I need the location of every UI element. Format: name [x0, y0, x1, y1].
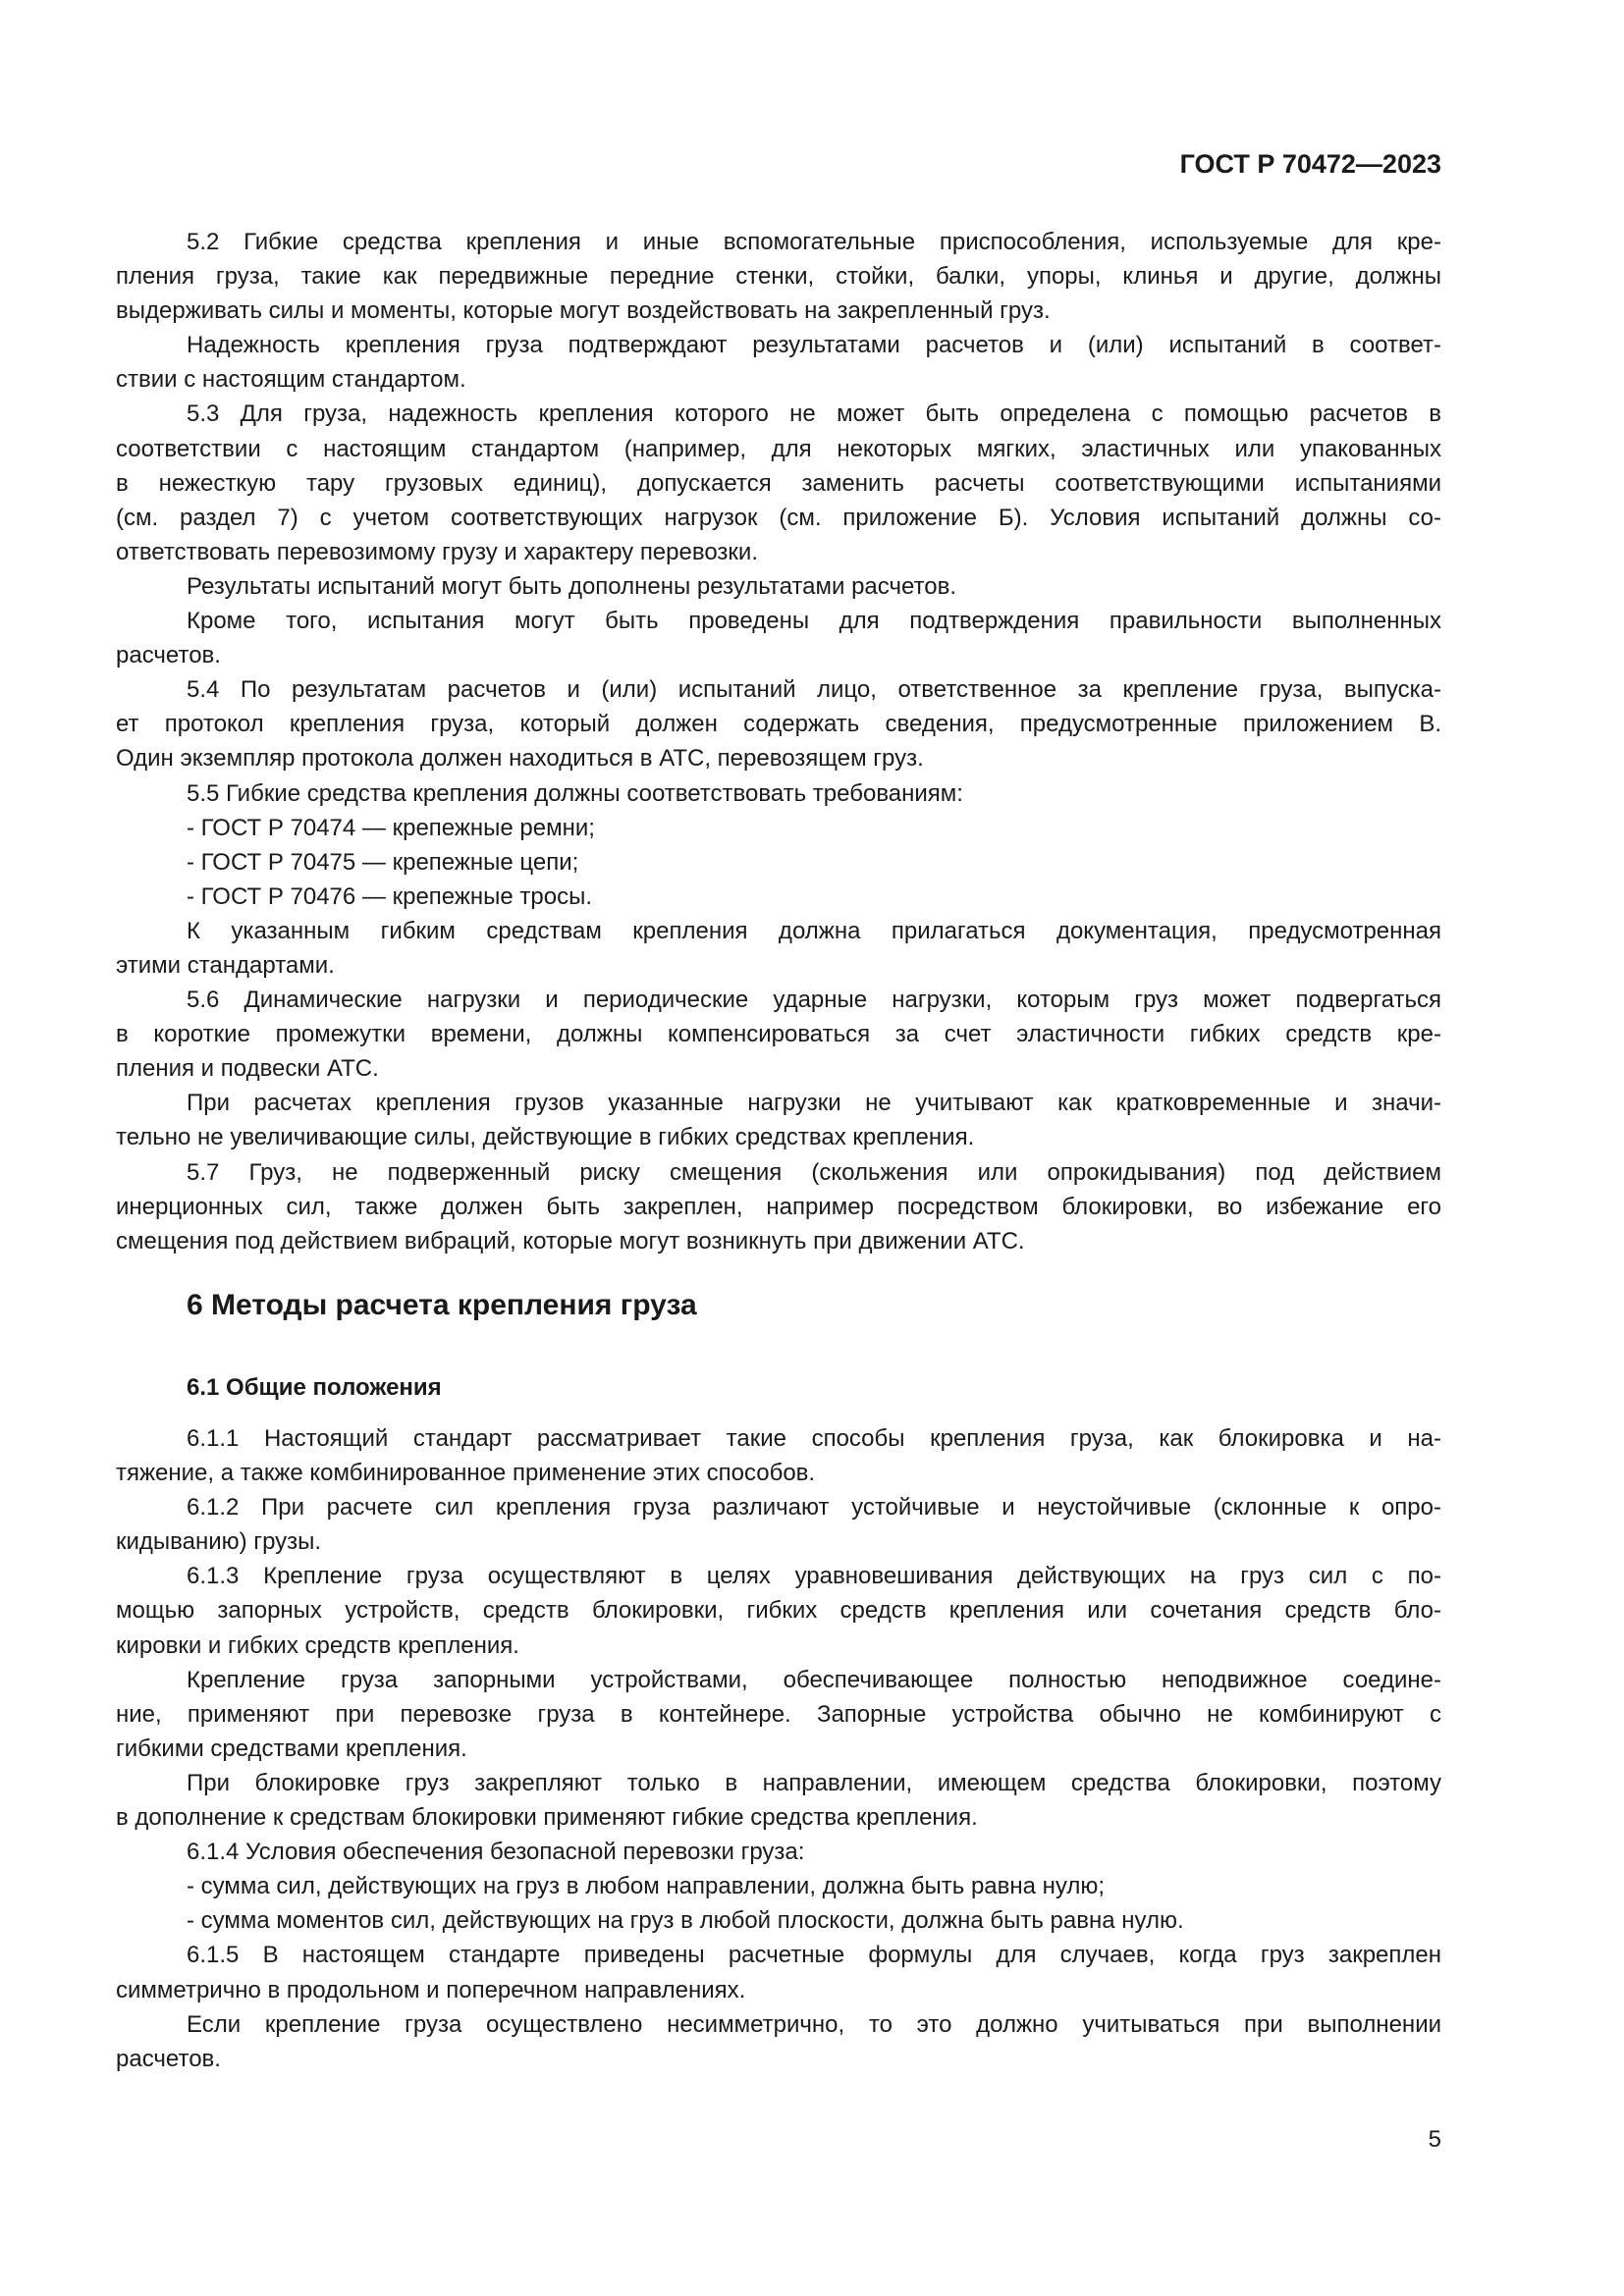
text-line: Если крепление груза осуществлено несимметрично, то это должно учитываться при выполнении — [187, 2010, 1441, 2038]
text-line: 5.6 Динамические нагрузки и периодические ударные нагрузки, которым груз может подвергаться — [187, 987, 1441, 1014]
text-line: Кроме того, испытания могут быть проведены для подтверждения правильности выполненных — [187, 608, 1441, 635]
paragraph — [116, 1421, 1441, 1490]
text-line: Один экземпляр протокола должен находиться в АТС, перевозящем груз. — [116, 745, 924, 773]
text-line: инерционных сил, также должен быть закреплен, например посредством блокировки, во избежание его — [116, 1193, 1441, 1220]
text-line: пления и подвески АТС. — [116, 1055, 379, 1083]
text-line: 5.3 Для груза, надежность крепления которого не может быть определена с помощью расчетов в — [187, 400, 1441, 428]
text-line: - ГОСТ Р 70474 — крепежные ремни; — [187, 814, 595, 841]
text-line: 6.1.1 Настоящий стандарт рассматривает такие способы крепления груза, как блокировка и на- — [187, 1425, 1441, 1452]
page-number: 5 — [1428, 2126, 1441, 2153]
text-line: ответствовать перевозимому грузу и характеру перевозки. — [116, 538, 758, 565]
text-line: Надежность крепления груза подтверждают результатами расчетов и (или) испытаний в соответ- — [187, 332, 1441, 359]
section-5-body — [116, 225, 1441, 1258]
text-line: (см. раздел 7) с учетом соответствующих нагрузок (см. приложение Б). Условия испытаний должны со- — [116, 504, 1441, 531]
text-line: гибкими средствами крепления. — [116, 1735, 467, 1762]
text-line: 6.1.2 При расчете сил крепления груза различают устойчивые и неустойчивые (склонные к опро- — [187, 1494, 1441, 1522]
text-line: ет протокол крепления груза, который должен содержать сведения, предусмотренные приложением В. — [116, 711, 1441, 738]
text-line: в нежесткую тару грузовых единиц), допускается заменить расчеты соответствующими испытаниями — [116, 469, 1441, 497]
text-line: При расчетах крепления грузов указанные нагрузки не учитывают как кратковременные и значи- — [187, 1090, 1441, 1117]
text-line: в дополнение к средствам блокировки применяют гибкие средства крепления. — [116, 1804, 978, 1832]
paragraph — [116, 1835, 1441, 1869]
text-line: пления груза, такие как передвижные передние стенки, стойки, балки, упоры, клинья и другие, должны — [116, 263, 1441, 291]
paragraph — [116, 672, 1441, 775]
text-line: соответствии с настоящим стандартом (например, для некоторых мягких, эластичных или упакованных — [116, 435, 1441, 462]
text-line: - ГОСТ Р 70476 — крепежные тросы. — [187, 882, 593, 910]
text-line: кировки и гибких средств крепления. — [116, 1631, 519, 1659]
paragraph — [116, 604, 1441, 672]
text-line: Крепление груза запорными устройствами, обеспечивающее полностью неподвижное соедине- — [187, 1666, 1441, 1693]
paragraph — [116, 1086, 1441, 1154]
text-line: - ГОСТ Р 70475 — крепежные цепи; — [187, 848, 579, 876]
text-line: выдерживать силы и моменты, которые могут воздействовать на закрепленный груз. — [116, 297, 1051, 325]
paragraph — [116, 1663, 1441, 1766]
text-line: 6.1.5 В настоящем стандарте приведены расчетные формулы для случаев, когда груз закреплен — [187, 1942, 1441, 1969]
text-line: 5.5 Гибкие средства крепления должны соответствовать требованиям: — [187, 779, 963, 807]
text-line: расчетов. — [116, 642, 221, 669]
text-line: этими стандартами. — [116, 951, 335, 979]
paragraph — [116, 914, 1441, 983]
text-line: ние, применяют при перевозке груза в контейнере. Запорные устройства обычно не комбинируют с — [116, 1700, 1441, 1728]
text-line: 5.4 По результатам расчетов и (или) испытаний лицо, ответственное за крепление груза, выпуска- — [187, 676, 1441, 704]
text-line: ствии с настоящим стандартом. — [116, 366, 466, 394]
paragraph — [116, 569, 1441, 604]
paragraph — [116, 1490, 1441, 1559]
text-line: 5.2 Гибкие средства крепления и иные вспомогательные приспособления, используемые для кре- — [187, 229, 1441, 255]
paragraph — [116, 983, 1441, 1086]
section-6-heading: 6 Методы расчета крепления груза — [187, 1289, 697, 1321]
paragraph — [116, 1155, 1441, 1258]
text-line: кидыванию) грузы. — [116, 1528, 322, 1556]
paragraph — [116, 1903, 1441, 1938]
text-line: тяжение, а также комбинированное применение этих способов. — [116, 1460, 816, 1487]
text-line: тельно не увеличивающие силы, действующие в гибких средствах крепления. — [116, 1124, 975, 1151]
paragraph — [116, 225, 1441, 328]
text-line: смещения под действием вибраций, которые могут возникнуть при движении АТС. — [116, 1227, 1025, 1255]
paragraph — [116, 1938, 1441, 2006]
section-6-1-body — [116, 1421, 1441, 2076]
document-header: ГОСТ Р 70472—2023 — [1179, 149, 1441, 179]
text-line: 5.7 Груз, не подверженный риску смещения (скольжения или опрокидывания) под действием — [187, 1158, 1441, 1186]
text-line: мощью запорных устройств, средств блокировки, гибких средств крепления или сочетания средств бло- — [116, 1597, 1441, 1625]
text-line: Результаты испытаний могут быть дополнены результатами расчетов. — [187, 572, 957, 600]
text-line: расчетов. — [116, 2045, 221, 2072]
text-line: К указанным гибким средствам крепления должна прилагаться документация, предусмотренная — [187, 917, 1441, 944]
text-line: 6.1.3 Крепление груза осуществляют в целях уравновешивания действующих на груз сил с по- — [187, 1563, 1441, 1590]
paragraph — [116, 328, 1441, 397]
paragraph — [116, 1869, 1441, 1903]
paragraph — [116, 1766, 1441, 1835]
paragraph — [116, 811, 1441, 845]
subsection-6-1-heading: 6.1 Общие положения — [187, 1374, 442, 1401]
paragraph — [116, 776, 1441, 811]
text-line: - сумма моментов сил, действующих на груз в любой плоскости, должна быть равна нулю. — [187, 1907, 1184, 1935]
text-line: - сумма сил, действующих на груз в любом направлении, должна быть равна нулю; — [187, 1873, 1106, 1900]
paragraph — [116, 845, 1441, 880]
paragraph — [116, 2007, 1441, 2076]
text-line: симметрично в продольном и поперечном направлениях. — [116, 1976, 746, 2003]
paragraph — [116, 880, 1441, 914]
text-line: 6.1.4 Условия обеспечения безопасной перевозки груза: — [187, 1839, 805, 1866]
paragraph — [116, 397, 1441, 568]
text-line: При блокировке груз закрепляют только в направлении, имеющем средства блокировки, поэтому — [187, 1769, 1441, 1796]
paragraph — [116, 1559, 1441, 1662]
text-line: в короткие промежутки времени, должны компенсироваться за счет эластичности гибких средств кре- — [116, 1021, 1441, 1048]
